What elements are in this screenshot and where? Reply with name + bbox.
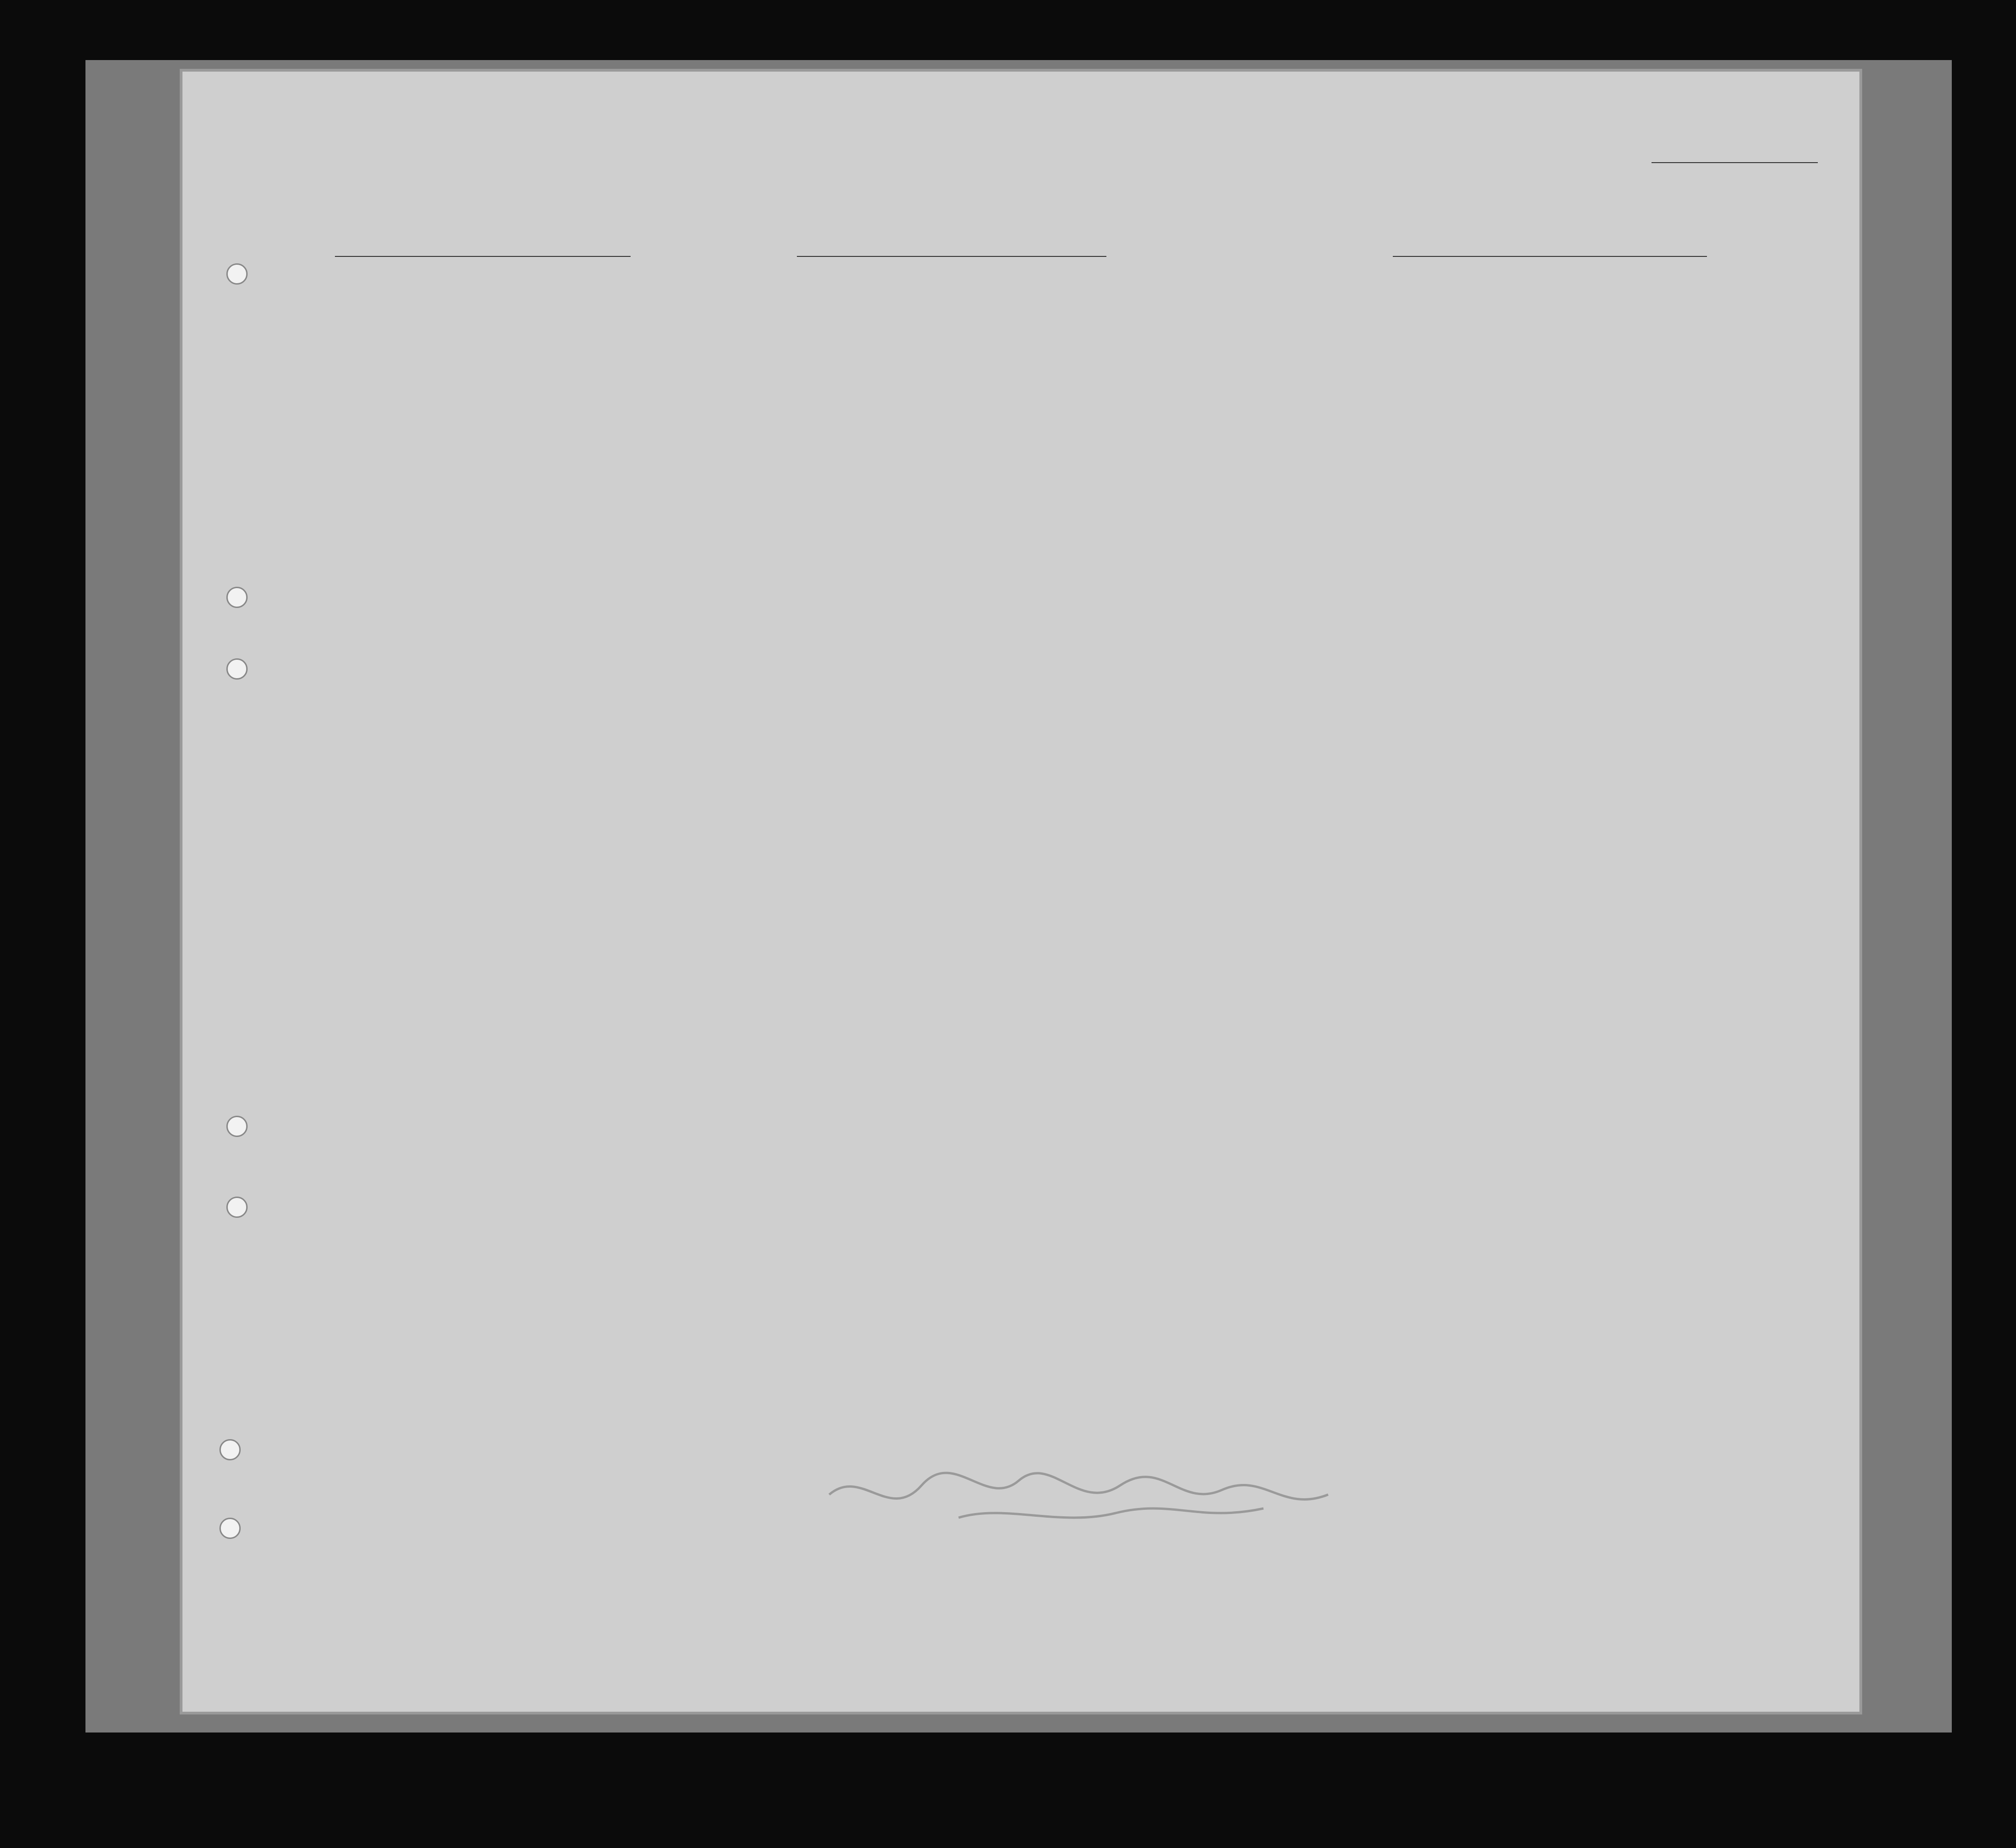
punch-hole	[226, 587, 248, 608]
punch-hole	[226, 1197, 248, 1218]
manifest-sheet	[182, 72, 1859, 1712]
punch-hole	[219, 1518, 241, 1539]
punch-hole	[219, 1439, 241, 1460]
punch-hole	[226, 263, 248, 285]
faint-signature	[820, 1458, 1467, 1532]
punch-hole	[226, 1116, 248, 1137]
punch-hole	[226, 658, 248, 680]
